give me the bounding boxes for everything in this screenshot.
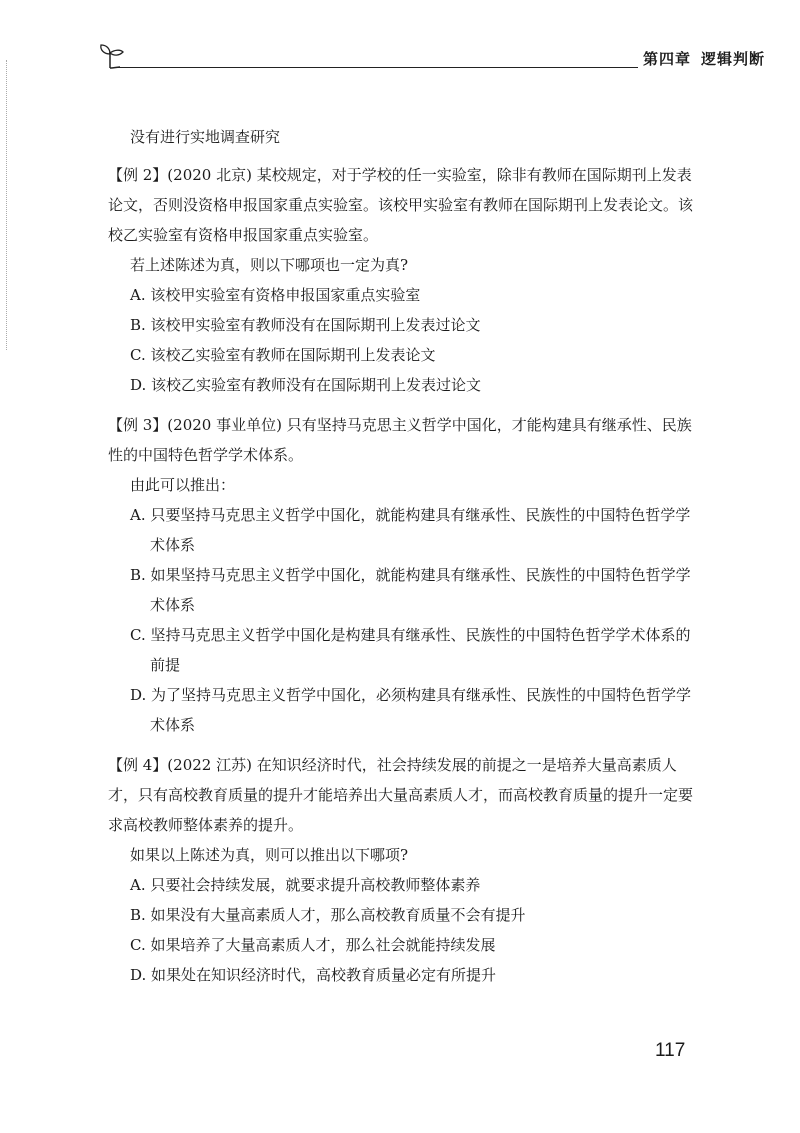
page-body [108, 122, 698, 990]
option-a: A. 只要社会持续发展，就要求提升高校教师整体素养 [130, 876, 481, 894]
option-d: D. 如果处在知识经济时代，高校教育质量必定有所提升 [130, 966, 497, 984]
example-question: 如果以上陈述为真，则可以推出以下哪项? [130, 846, 409, 864]
option-b: B. 如果没有大量高素质人才，那么高校教育质量不会有提升 [130, 906, 526, 924]
option-d: D. 该校乙实验室有教师没有在国际期刊上发表过论文 [130, 376, 482, 394]
page-number: 117 [655, 1040, 686, 1061]
chapter-number: 第四章 [643, 50, 692, 68]
running-header [98, 40, 766, 80]
example-2 [108, 160, 698, 400]
intro-line: 没有进行实地调查研究 [130, 128, 281, 146]
chapter-title: 逻辑判断 [701, 50, 766, 68]
example-question: 若上述陈述为真，则以下哪项也一定为真? [130, 256, 409, 274]
chapter-heading [643, 48, 775, 69]
option-c: C. 坚持马克思主义哲学中国化是构建具有继承性、民族性的中国特色哲学学术体系的前提 [130, 626, 691, 674]
header-rule [118, 67, 638, 68]
sprout-icon [98, 40, 126, 70]
option-b: B. 该校甲实验室有教师没有在国际期刊上发表过论文 [130, 316, 481, 334]
option-c: C. 如果培养了大量高素质人才，那么社会就能持续发展 [130, 936, 496, 954]
example-stem: 【例 3】(2020 事业单位) 只有坚持马克思主义哲学中国化，才能构建具有继承性、民族性的中国特色哲学学术体系。 [108, 416, 692, 464]
option-a: A. 只要坚持马克思主义哲学中国化，就能构建具有继承性、民族性的中国特色哲学学术体系 [130, 506, 691, 554]
option-c: C. 该校乙实验室有教师在国际期刊上发表论文 [130, 346, 436, 364]
example-4 [108, 750, 698, 990]
example-stem: 【例 2】(2020 北京) 某校规定，对于学校的任一实验室，除非有教师在国际期刊上发表论文，否则没资格申报国家重点实验室。该校甲实验室有教师在国际期刊上发表论文。该校乙实验室有资格申报国家重点实验室。 [108, 166, 694, 244]
example-3 [108, 410, 698, 740]
margin-marks [6, 60, 9, 350]
example-question: 由此可以推出： [130, 476, 236, 494]
example-stem: 【例 4】(2022 江苏) 在知识经济时代，社会持续发展的前提之一是培养大量高素质人才，只有高校教育质量的提升才能培养出大量高素质人才，而高校教育质量的提升一定要求高校教师整体素养的提升。 [108, 756, 694, 834]
option-d: D. 为了坚持马克思主义哲学中国化，必须构建具有继承性、民族性的中国特色哲学学术体系 [130, 686, 692, 734]
option-a: A. 该校甲实验室有资格申报国家重点实验室 [130, 286, 421, 304]
option-b: B. 如果坚持马克思主义哲学中国化，就能构建具有继承性、民族性的中国特色哲学学术体系 [130, 566, 691, 614]
